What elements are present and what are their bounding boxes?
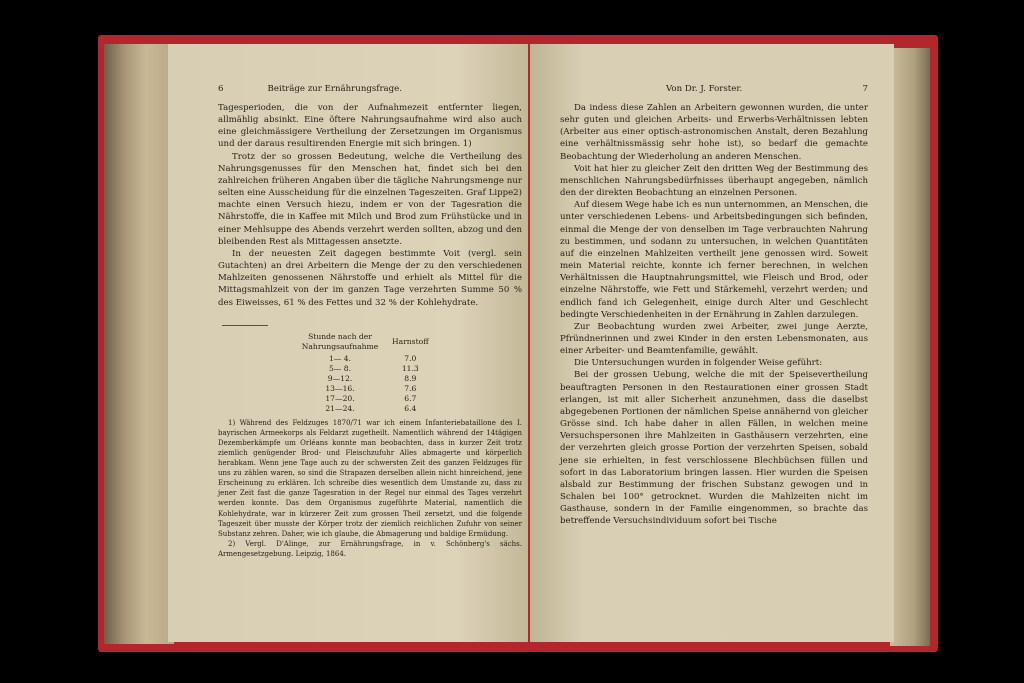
paragraph: Tagesperioden, die von der Aufnahmezeit entfernter liegen, allmählig absinkt. Eine öftere Nahrungsaufnahme wird also auch eine gleichmässigere Vertheilung der Zersetzungen im Organismus und der daraus resultirenden Energie mit sich bringen. 1) — [218, 103, 522, 150]
table-cell: 6.7 — [404, 393, 417, 403]
table-cell: 11.3 — [401, 363, 419, 373]
right-page — [530, 44, 894, 642]
paragraph: Zur Beobachtung wurden zwei Arbeiter, zwei junge Aerzte, Pfründnerinnen und zwei Kinder in den ersten Lebensmonaten, aus einer Arbeiter- und Beamtenfamilie, gewählt. — [560, 321, 868, 357]
footnote-rule — [222, 325, 268, 326]
paragraph: In der neuesten Zeit dagegen bestimmte Voit (vergl. sein Gutachten) an drei Arbeitern die Menge der zu den verschiedenen Mahlzeiten genossenen Nährstoffe und erhielt als Mittel für die Mittagsmahlzeit von der im ganzen Tage verzehrten Summe 50 % des Eiweisses, 61 % des Fettes und 32 % der Kohlehydrate. — [218, 248, 522, 308]
table-header: Harnstoff — [392, 336, 429, 346]
page-edges-left — [104, 44, 174, 644]
table-cell: 5— 8. — [328, 363, 352, 373]
table-cell: 7.6 — [404, 383, 417, 393]
table-row — [294, 364, 435, 374]
table-row — [294, 354, 435, 364]
left-running-title: Beiträge zur Ernährungsfrage. — [267, 84, 402, 94]
left-body-text — [218, 102, 522, 309]
left-page-number: 6 — [218, 84, 224, 94]
right-page-number: 7 — [862, 84, 868, 94]
footnote: 2) Vergl. D'Alinge, zur Ernährungsfrage, in v. Schönberg's sächs. Armengesetzgebung. Leipzig, 1864. — [218, 539, 522, 558]
table-cell: 17—20. — [325, 393, 355, 403]
footnotes — [218, 418, 522, 559]
paragraph: Bei der grossen Uebung, welche die mit der Speisevertheilung beauftragten Personen in den Restaurationen einer grossen Stadt erlangen, ist mit aller Sicherheit anzunehmen, dass die daselbst abgegebenen Portionen der nämlichen Speise annähernd von gleicher Grösse sind. Ich habe daher in allen Fällen, in welchen meine Versuchspersonen ihre Mahlzeiten in Gasthäusern verzehrten, eine der verzehrten gleich grosse Portion der verzehrten Speisen, sobald jene sie erhielten, in fest verschlossene Blechbüchsen füllen und sofort in das Laboratorium bringen lassen. Hier wurden die Speisen alsbald zur Bestimmung der frischen Substanz gewogen und in Schalen bei 100° getrocknet. Wurden die Mahlzeiten nicht im Gasthause, sondern in der Familie eingenommen, so brachte das betreffende Versuchsindividuum sofort bei Tische — [560, 370, 868, 527]
table-cell: 9—12. — [327, 373, 353, 383]
table-cell: 13—16. — [325, 383, 355, 393]
harnstoff-table — [294, 332, 435, 414]
left-page — [168, 44, 528, 642]
paragraph: Die Untersuchungen wurden in folgender Weise geführt: — [574, 358, 823, 369]
right-running-title: Von Dr. J. Forster. — [666, 84, 743, 94]
right-body-text — [560, 102, 868, 527]
paragraph: Voit hat hier zu gleicher Zeit den dritten Weg der Bestimmung des menschlichen Nahrungsbedürfnisses überhaupt angegeben, nämlich den der direkten Beobachtung an einzelnen Personen. — [560, 163, 868, 199]
right-running-head — [560, 84, 868, 94]
paragraph: Auf diesem Wege habe ich es nun unternommen, an Menschen, die unter verschiedenen Lebens- und Arbeitsbedingungen sich befinden, einmal die Menge der von denselben im Tage verbrauchten Nahrung zu bestimmen, und sodann zu untersuchen, in welchen Quantitäten auf die einzelnen Mahlzeiten vertheilt jene genossen wird. Soweit mein Material reichte, konnte ich ferner berechnen, in welchen Verhältnissen die Hauptnahrungsmittel, wie Fleisch und Brod, oder einzelne Nährstoffe, wie Fett und Stärkemehl, verzehrt werden; und endlich fand ich Gelegenheit, einige durch Alter und Geschlecht bedingte Verschiedenheiten in der Ernährung in Zahlen darzulegen. — [560, 200, 868, 320]
table-cell: 6.4 — [404, 403, 417, 413]
paragraph: Trotz der so grossen Bedeutung, welche die Vertheilung des Nahrungsgenusses für den Menschen hat, findet sich bei den zahlreichen früheren Angaben über die tägliche Nahrungsmenge nur selten eine Ausscheidung für die einzelnen Tageszeiten. Graf Lippe2) machte einen Versuch hiezu, indem er von der Tagesration die Nährstoffe, die in Kaffee mit Milch und Brod zum Frühstücke und in einer Mehlsuppe des Abends verzehrt werden sollten, abzog und den bleibenden Rest als Mittagessen ansetzte. — [218, 151, 522, 247]
page-edges-right — [890, 48, 930, 646]
table-cell: 8.9 — [404, 373, 417, 383]
table-row — [294, 394, 435, 404]
footnote: 1) Während des Feldzuges 1870/71 war ich einem Infanteriebataillone des I. bayrischen Armeekorps als Feldarzt zugetheilt. Namentlich während der 14tägigen Dezemberkämpfe um Orléans konnte man beobachten, dass in kurzer Zeit trotz ziemlich genügender Brod- und Fleischzufuhr Alles abmagerte und körperlich herabkam. Wenn jene Tage auch zu der schwersten Zeit des ganzen Feldzuges für uns zu zählen waren, so sind die Strapazen derselben allein nicht hinreichend, jene Erscheinung zu erklären. Ich schreibe dies wesentlich dem Umstande zu, dass zu jener Zeit fast die ganze Tagesration in der Regel nur einmal des Tages verzehrt werden konnte. Das dem Organismus zugeführte Material, namentlich die Kohlehydrate, war in kürzerer Zeit zum grossen Theil zersetzt, und die folgende Tageszeit über musste der Körper trotz der ziemlich reichlichen Zufuhr von seiner Substanz zehren. Daher, wie ich glaube, die Abmagerung und baldige Ermüdung. — [218, 418, 522, 538]
table-cell: 1— 4. — [328, 353, 352, 363]
left-running-head — [218, 84, 522, 94]
paragraph: Da indess diese Zahlen an Arbeitern gewonnen wurden, die unter sehr guten und gleichen Arbeits- und Erwerbs-Verhältnissen lebten (Arbeiter aus einer optisch-astronomischen Anstalt, deren Bezahlung eine verhältnissmässig sehr hohe ist), so bedarf die gemachte Beobachtung der Wiederholung an anderen Menschen. — [560, 103, 868, 162]
table-cell: 21—24. — [325, 403, 355, 413]
table-header: Stunde nach der Nahrungsaufnahme — [301, 331, 379, 351]
table-row — [294, 404, 435, 414]
table-row — [294, 384, 435, 394]
table-row — [294, 374, 435, 384]
table-cell: 7.0 — [404, 353, 417, 363]
